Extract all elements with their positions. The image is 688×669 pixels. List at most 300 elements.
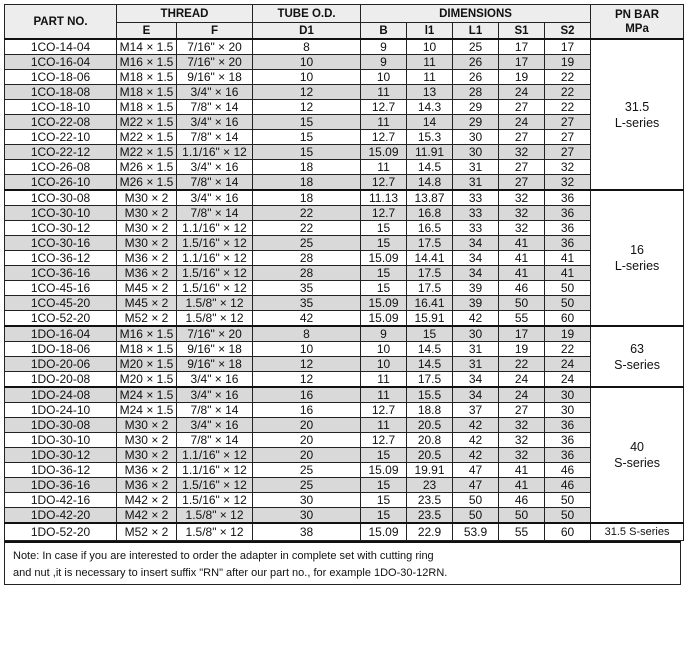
tube-d1-cell: 12 [253, 85, 361, 100]
dim-l1-cell: 29 [453, 100, 499, 115]
thread-f-cell: 3/4" × 16 [177, 372, 253, 388]
thread-f-cell: 1.5/8" × 12 [177, 508, 253, 524]
table-row [5, 357, 684, 372]
dim-s2-cell: 24 [545, 372, 591, 388]
table-row [5, 236, 684, 251]
table-row [5, 100, 684, 115]
tube-d1-header: D1 [253, 23, 361, 40]
dim-l1-cell: 47 [453, 463, 499, 478]
dim-b-cell: 10 [361, 70, 407, 85]
table-row [5, 160, 684, 175]
dim-l1-cell: 31 [453, 342, 499, 357]
dim-b-cell: 15 [361, 221, 407, 236]
dim-l1-cell: 34 [453, 266, 499, 281]
tube-d1-cell: 15 [253, 130, 361, 145]
dim-s2-cell: 22 [545, 100, 591, 115]
thread-e-cell: M30 × 2 [117, 190, 177, 206]
dim-l1-lower-cell: 20.8 [407, 433, 453, 448]
dim-s2-cell: 60 [545, 523, 591, 541]
dim-b-cell: 9 [361, 55, 407, 70]
thread-e-cell: M42 × 2 [117, 508, 177, 524]
dim-s1-cell: 27 [499, 130, 545, 145]
thread-e-cell: M18 × 1.5 [117, 70, 177, 85]
thread-e-cell: M16 × 1.5 [117, 55, 177, 70]
table-row [5, 326, 684, 342]
dim-l1-lower-cell: 16.8 [407, 206, 453, 221]
table-row [5, 190, 684, 206]
dim-l1-lower-cell: 16.41 [407, 296, 453, 311]
dim-l1-lower-cell: 15.3 [407, 130, 453, 145]
dim-s1-cell: 32 [499, 206, 545, 221]
dim-l1-cell: 26 [453, 70, 499, 85]
pressure-value: 40 [630, 440, 644, 454]
table-row [5, 403, 684, 418]
dim-s1-cell: 55 [499, 523, 545, 541]
pressure-value: 31.5 S-series [604, 526, 670, 538]
dim-l1-lower-cell: 20.5 [407, 418, 453, 433]
dim-l1-lower-cell: 14.5 [407, 160, 453, 175]
dim-b-cell: 15.09 [361, 311, 407, 327]
pn-bar-label: PN BAR [615, 8, 660, 21]
table-row [5, 115, 684, 130]
table-row [5, 296, 684, 311]
thread-f-cell: 3/4" × 16 [177, 190, 253, 206]
dim-s1-cell: 41 [499, 236, 545, 251]
dim-s1-cell: 41 [499, 463, 545, 478]
thread-e-cell: M22 × 1.5 [117, 115, 177, 130]
thread-e-cell: M16 × 1.5 [117, 326, 177, 342]
thread-f-cell: 1.5/16" × 12 [177, 236, 253, 251]
part-no-cell: 1CO-45-20 [5, 296, 117, 311]
dim-s2-cell: 19 [545, 326, 591, 342]
table-header [5, 5, 684, 40]
table-row [5, 55, 684, 70]
table-row [5, 463, 684, 478]
dim-l1-cell: 31 [453, 160, 499, 175]
dim-l1-lower-cell: 17.5 [407, 236, 453, 251]
tube-d1-cell: 22 [253, 221, 361, 236]
dim-l1-lower-cell: 20.5 [407, 448, 453, 463]
dim-s1-cell: 17 [499, 326, 545, 342]
dim-l1-lower-cell: 15.5 [407, 387, 453, 403]
dim-l1-lower-cell: 15 [407, 326, 453, 342]
thread-f-cell: 1.5/8" × 12 [177, 296, 253, 311]
dim-l1-lower-cell: 16.5 [407, 221, 453, 236]
dim-s1-cell: 55 [499, 311, 545, 327]
tube-d1-cell: 20 [253, 433, 361, 448]
thread-e-cell: M45 × 2 [117, 296, 177, 311]
table-row [5, 130, 684, 145]
thread-f-cell: 3/4" × 16 [177, 160, 253, 175]
dim-s2-cell: 50 [545, 281, 591, 296]
thread-e-cell: M30 × 2 [117, 418, 177, 433]
tube-d1-cell: 18 [253, 190, 361, 206]
thread-f-cell: 7/8" × 14 [177, 206, 253, 221]
table-row [5, 372, 684, 388]
part-no-cell: 1CO-30-16 [5, 236, 117, 251]
thread-f-cell: 7/8" × 14 [177, 130, 253, 145]
table-row [5, 342, 684, 357]
tube-d1-cell: 12 [253, 357, 361, 372]
tube-od-header: TUBE O.D. [253, 5, 361, 23]
tube-d1-cell: 28 [253, 251, 361, 266]
table-row [5, 175, 684, 191]
thread-f-cell: 7/16" × 20 [177, 326, 253, 342]
thread-e-cell: M26 × 1.5 [117, 160, 177, 175]
dim-l1-lower-cell: 17.5 [407, 372, 453, 388]
dim-b-cell: 11 [361, 387, 407, 403]
dim-s1-cell: 27 [499, 100, 545, 115]
part-no-cell: 1DO-20-06 [5, 357, 117, 372]
part-no-cell: 1CO-30-12 [5, 221, 117, 236]
dim-s1-cell: 17 [499, 55, 545, 70]
dim-b-cell: 12.7 [361, 206, 407, 221]
thread-f-cell: 1.1/16" × 12 [177, 221, 253, 236]
table-row [5, 478, 684, 493]
dim-l1-header: L1 [453, 23, 499, 40]
dim-l1-lower-cell: 14 [407, 115, 453, 130]
thread-f-cell: 7/8" × 14 [177, 175, 253, 191]
dim-s2-cell: 50 [545, 508, 591, 524]
part-no-cell: 1DO-16-04 [5, 326, 117, 342]
dim-s2-cell: 27 [545, 145, 591, 160]
dim-s2-cell: 27 [545, 115, 591, 130]
thread-e-cell: M36 × 2 [117, 266, 177, 281]
dim-s1-cell: 41 [499, 251, 545, 266]
table-row [5, 448, 684, 463]
dim-s2-cell: 32 [545, 160, 591, 175]
dim-l1-cell: 31 [453, 357, 499, 372]
dim-l1-cell: 26 [453, 55, 499, 70]
dim-l1-lower-cell: 14.5 [407, 357, 453, 372]
part-no-cell: 1CO-22-08 [5, 115, 117, 130]
thread-f-cell: 1.1/16" × 12 [177, 251, 253, 266]
dim-b-cell: 15.09 [361, 145, 407, 160]
thread-e-cell: M52 × 2 [117, 311, 177, 327]
dim-l1-lower-cell: 13 [407, 85, 453, 100]
dim-s2-cell: 60 [545, 311, 591, 327]
thread-f-cell: 9/16" × 18 [177, 357, 253, 372]
part-no-cell: 1CO-30-10 [5, 206, 117, 221]
dim-l1-cell: 50 [453, 493, 499, 508]
dimensions-header: DIMENSIONS [361, 5, 591, 23]
thread-e-cell: M20 × 1.5 [117, 372, 177, 388]
thread-e-cell: M45 × 2 [117, 281, 177, 296]
dim-l1-cell: 50 [453, 508, 499, 524]
dim-l1-cell: 34 [453, 387, 499, 403]
dim-l1-cell: 28 [453, 85, 499, 100]
tube-d1-cell: 30 [253, 493, 361, 508]
dim-l1-lower-cell: 14.3 [407, 100, 453, 115]
thread-f-cell: 1.1/16" × 12 [177, 145, 253, 160]
table-row [5, 70, 684, 85]
table-row [5, 311, 684, 327]
dim-s2-cell: 24 [545, 357, 591, 372]
part-no-cell: 1DO-30-12 [5, 448, 117, 463]
dim-l1-cell: 33 [453, 190, 499, 206]
thread-e-cell: M22 × 1.5 [117, 145, 177, 160]
thread-f-cell: 3/4" × 16 [177, 115, 253, 130]
dim-b-cell: 11.13 [361, 190, 407, 206]
dim-l1-lower-cell: 10 [407, 39, 453, 55]
dim-b-cell: 15 [361, 281, 407, 296]
part-no-cell: 1DO-20-08 [5, 372, 117, 388]
thread-e-cell: M24 × 1.5 [117, 387, 177, 403]
dim-s2-cell: 30 [545, 403, 591, 418]
dim-s2-cell: 30 [545, 387, 591, 403]
dim-l1-cell: 42 [453, 433, 499, 448]
table-row [5, 433, 684, 448]
dim-s2-cell: 17 [545, 39, 591, 55]
thread-e-cell: M36 × 2 [117, 463, 177, 478]
tube-d1-cell: 18 [253, 175, 361, 191]
tube-d1-cell: 15 [253, 145, 361, 160]
dim-b-cell: 15.09 [361, 296, 407, 311]
thread-e-cell: M18 × 1.5 [117, 85, 177, 100]
dim-b-cell: 15 [361, 493, 407, 508]
thread-f-cell: 1.5/16" × 12 [177, 493, 253, 508]
dim-s1-cell: 32 [499, 190, 545, 206]
dim-l1-lower-cell: 14.41 [407, 251, 453, 266]
dim-s1-cell: 22 [499, 357, 545, 372]
tube-d1-cell: 15 [253, 115, 361, 130]
dim-s1-cell: 32 [499, 221, 545, 236]
tube-d1-cell: 20 [253, 418, 361, 433]
pressure-value: 63 [630, 341, 644, 356]
thread-f-cell: 3/4" × 16 [177, 85, 253, 100]
part-no-cell: 1DO-42-20 [5, 508, 117, 524]
dim-b-cell: 12.7 [361, 403, 407, 418]
tube-d1-cell: 28 [253, 266, 361, 281]
dim-l1-cell: 30 [453, 326, 499, 342]
dim-b-header: B [361, 23, 407, 40]
dim-s1-cell: 46 [499, 281, 545, 296]
table-row [5, 85, 684, 100]
dim-s1-cell: 24 [499, 372, 545, 388]
dim-s1-cell: 27 [499, 403, 545, 418]
thread-e-cell: M36 × 2 [117, 478, 177, 493]
thread-f-cell: 7/8" × 14 [177, 403, 253, 418]
table-row [5, 387, 684, 403]
dim-b-cell: 11 [361, 418, 407, 433]
part-no-cell: 1CO-26-08 [5, 160, 117, 175]
dim-l1-lower-cell: 13.87 [407, 190, 453, 206]
part-no-cell: 1CO-36-16 [5, 266, 117, 281]
part-no-cell: 1CO-22-12 [5, 145, 117, 160]
dim-s2-cell: 46 [545, 478, 591, 493]
thread-e-cell: M30 × 2 [117, 236, 177, 251]
table-body [5, 39, 684, 541]
tube-d1-cell: 8 [253, 39, 361, 55]
dim-l1-cell: 33 [453, 221, 499, 236]
thread-e-cell: M14 × 1.5 [117, 39, 177, 55]
thread-e-cell: M52 × 2 [117, 523, 177, 541]
dim-b-cell: 11 [361, 372, 407, 388]
pressure-rating-cell [591, 326, 684, 387]
part-no-cell: 1DO-36-16 [5, 478, 117, 493]
dim-l1-cell: 25 [453, 39, 499, 55]
tube-d1-cell: 10 [253, 342, 361, 357]
dim-l1-lower-cell: 11 [407, 70, 453, 85]
tube-d1-cell: 25 [253, 478, 361, 493]
thread-f-cell: 9/16" × 18 [177, 70, 253, 85]
dim-s2-cell: 46 [545, 463, 591, 478]
dim-l1-lower-cell: 23.5 [407, 493, 453, 508]
dim-s1-cell: 24 [499, 85, 545, 100]
thread-e-cell: M30 × 2 [117, 206, 177, 221]
dim-s2-cell: 36 [545, 190, 591, 206]
dim-s2-header: S2 [545, 23, 591, 40]
tube-d1-cell: 12 [253, 100, 361, 115]
thread-f-cell: 1.5/8" × 12 [177, 523, 253, 541]
dim-l1-cell: 34 [453, 236, 499, 251]
part-no-header: PART NO. [5, 5, 117, 40]
dim-l1-lower-header: l1 [407, 23, 453, 40]
thread-f-cell: 7/8" × 14 [177, 433, 253, 448]
tube-d1-cell: 10 [253, 70, 361, 85]
pressure-rating-cell [591, 523, 684, 541]
dim-s1-cell: 19 [499, 70, 545, 85]
dim-s1-cell: 17 [499, 39, 545, 55]
pressure-rating-cell [591, 387, 684, 523]
part-no-cell: 1DO-30-08 [5, 418, 117, 433]
dim-s2-cell: 36 [545, 236, 591, 251]
table-row [5, 39, 684, 55]
part-no-cell: 1CO-26-10 [5, 175, 117, 191]
dim-l1-cell: 29 [453, 115, 499, 130]
dim-s1-header: S1 [499, 23, 545, 40]
table-row [5, 508, 684, 524]
order-note [4, 541, 681, 585]
thread-f-cell: 7/16" × 20 [177, 55, 253, 70]
part-no-cell: 1DO-36-12 [5, 463, 117, 478]
thread-e-cell: M30 × 2 [117, 448, 177, 463]
part-no-cell: 1CO-14-04 [5, 39, 117, 55]
tube-d1-cell: 12 [253, 372, 361, 388]
dim-l1-cell: 34 [453, 372, 499, 388]
series-label: S-series [614, 357, 660, 372]
dim-s1-cell: 27 [499, 160, 545, 175]
tube-d1-cell: 38 [253, 523, 361, 541]
dim-l1-lower-cell: 11.91 [407, 145, 453, 160]
dim-s1-cell: 19 [499, 342, 545, 357]
thread-f-cell: 7/16" × 20 [177, 39, 253, 55]
dim-b-cell: 15 [361, 478, 407, 493]
tube-d1-cell: 35 [253, 281, 361, 296]
dim-b-cell: 12.7 [361, 100, 407, 115]
thread-e-header: E [117, 23, 177, 40]
part-no-cell: 1DO-18-06 [5, 342, 117, 357]
dim-l1-cell: 30 [453, 145, 499, 160]
dim-s1-cell: 50 [499, 296, 545, 311]
dim-b-cell: 11 [361, 160, 407, 175]
dim-l1-lower-cell: 22.9 [407, 523, 453, 541]
dim-s1-cell: 32 [499, 448, 545, 463]
dim-b-cell: 11 [361, 85, 407, 100]
thread-e-cell: M36 × 2 [117, 251, 177, 266]
thread-f-cell: 9/16" × 18 [177, 342, 253, 357]
tube-d1-cell: 25 [253, 236, 361, 251]
dim-s1-cell: 41 [499, 266, 545, 281]
table-row [5, 418, 684, 433]
thread-header: THREAD [117, 5, 253, 23]
dim-s2-cell: 36 [545, 221, 591, 236]
dim-b-cell: 15.09 [361, 251, 407, 266]
part-no-cell: 1CO-45-16 [5, 281, 117, 296]
dim-l1-cell: 31 [453, 175, 499, 191]
dim-s2-cell: 22 [545, 85, 591, 100]
dim-s2-cell: 27 [545, 130, 591, 145]
thread-f-cell: 1.5/16" × 12 [177, 281, 253, 296]
dim-b-cell: 10 [361, 357, 407, 372]
dim-s2-cell: 19 [545, 55, 591, 70]
tube-d1-cell: 22 [253, 206, 361, 221]
tube-d1-cell: 25 [253, 463, 361, 478]
dim-l1-cell: 42 [453, 448, 499, 463]
part-no-cell: 1DO-24-08 [5, 387, 117, 403]
thread-e-cell: M42 × 2 [117, 493, 177, 508]
dim-l1-lower-cell: 14.5 [407, 342, 453, 357]
dim-s2-cell: 36 [545, 448, 591, 463]
part-no-cell: 1CO-16-04 [5, 55, 117, 70]
thread-f-cell: 1.5/16" × 12 [177, 478, 253, 493]
dim-l1-lower-cell: 11 [407, 55, 453, 70]
dim-l1-cell: 37 [453, 403, 499, 418]
tube-d1-cell: 16 [253, 387, 361, 403]
thread-e-cell: M20 × 1.5 [117, 357, 177, 372]
part-no-cell: 1DO-24-10 [5, 403, 117, 418]
dim-s2-cell: 41 [545, 251, 591, 266]
part-no-cell: 1CO-18-06 [5, 70, 117, 85]
dim-b-cell: 15 [361, 448, 407, 463]
tube-d1-cell: 30 [253, 508, 361, 524]
dim-l1-cell: 33 [453, 206, 499, 221]
part-no-cell: 1DO-42-16 [5, 493, 117, 508]
thread-e-cell: M18 × 1.5 [117, 100, 177, 115]
dim-l1-cell: 34 [453, 251, 499, 266]
pressure-rating-cell [591, 39, 684, 190]
dim-b-cell: 15 [361, 508, 407, 524]
part-no-cell: 1DO-30-10 [5, 433, 117, 448]
dim-l1-cell: 42 [453, 418, 499, 433]
dim-l1-cell: 39 [453, 296, 499, 311]
thread-f-cell: 3/4" × 16 [177, 418, 253, 433]
series-label: L-series [614, 115, 660, 130]
dim-l1-lower-cell: 17.5 [407, 281, 453, 296]
dim-s2-cell: 22 [545, 70, 591, 85]
dim-l1-lower-cell: 23.5 [407, 508, 453, 524]
pressure-rating-cell [591, 190, 684, 326]
tube-d1-cell: 16 [253, 403, 361, 418]
dim-s2-cell: 41 [545, 266, 591, 281]
part-no-cell: 1CO-18-10 [5, 100, 117, 115]
thread-e-cell: M30 × 2 [117, 433, 177, 448]
note-line-1: Note: In case if you are interested to order the adapter in complete set with cutting ring [13, 550, 434, 562]
thread-e-cell: M26 × 1.5 [117, 175, 177, 191]
thread-f-header: F [177, 23, 253, 40]
tube-d1-cell: 8 [253, 326, 361, 342]
dim-s1-cell: 32 [499, 418, 545, 433]
part-no-cell: 1DO-52-20 [5, 523, 117, 541]
dim-s2-cell: 22 [545, 342, 591, 357]
tube-d1-cell: 10 [253, 55, 361, 70]
dim-s2-cell: 36 [545, 433, 591, 448]
dim-s1-cell: 41 [499, 478, 545, 493]
pressure-value: 16 [630, 243, 644, 257]
pn-bar-header [591, 5, 684, 40]
series-label: S-series [614, 456, 660, 470]
pn-mpa-label: MPa [625, 22, 649, 35]
